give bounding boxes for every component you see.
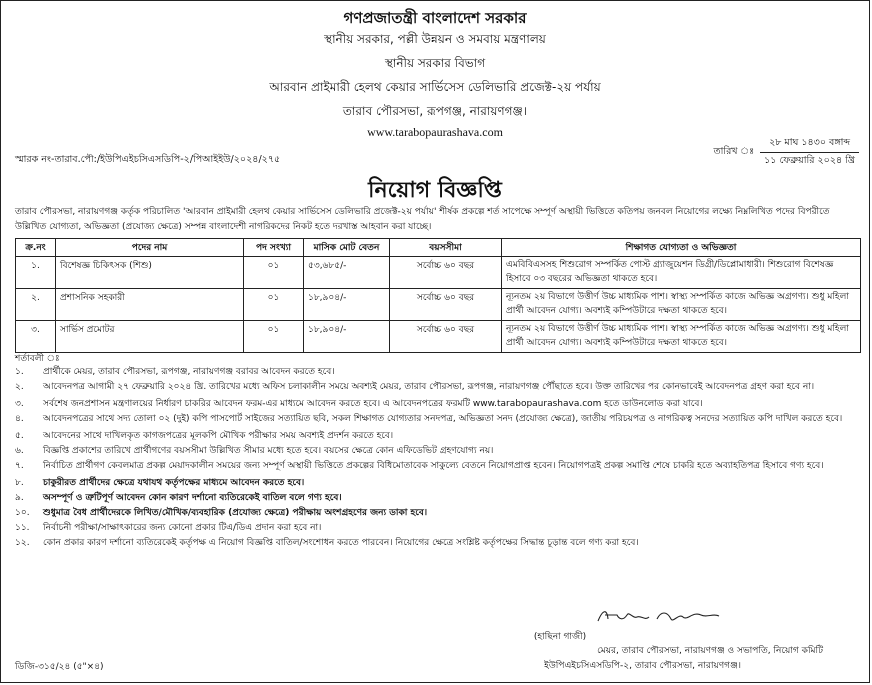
- ministry-name: স্থানীয় সরকার, পল্লী উন্নয়ন ও সমবায় মন্ত্রণালয়: [324, 32, 546, 46]
- col-header-post: পদের নাম: [56, 239, 244, 257]
- list-item: [15, 491, 860, 506]
- col-header-salary: মাসিক মোট বেতন: [304, 239, 390, 257]
- table-row: [16, 289, 861, 321]
- cell-serial: ৩.: [16, 321, 56, 353]
- cell-salary: ১৮,৯০৪/-: [304, 321, 390, 353]
- cell-salary: ১৮,৯০৪/-: [304, 289, 390, 321]
- list-item: [15, 459, 860, 474]
- term-text: নির্বাচিত প্রার্থীগণ কেবলমাত্র প্রকল্প মেয়াদকালীন সময়ের জন্য সম্পূর্ণ অস্থায়ী ভিত্তিতে প্রকল্পের বিধিমোতাবেক সাকুল্যে বেতনে নিয়োগপ্রাপ্ত হবেন। নিয়োগপত্রই প্রকল্প সমাপ্তি শেষে চাকরি হতে অব্যাহতিপত্র হিসাবে গণ্য হবে।: [43, 461, 824, 471]
- term-number: ৩.: [15, 399, 24, 409]
- term-number: ৪.: [15, 414, 24, 424]
- cell-salary: ৫৩,৬৮৫/-: [304, 257, 390, 289]
- cell-qualification: ন্যূনতম ২য় বিভাগে উত্তীর্ণ উচ্চ মাধ্যমিক পাশ। স্বাস্থ্য সম্পর্কিত কাজে অভিজ্ঞ অগ্রগণ্য। শুধু মহিলা প্রার্থী আবেদন যোগ্য। অবশ্যই কম্পিউটারে দক্ষতা থাকতে হবে।: [502, 289, 861, 321]
- term-text: বিজ্ঞপ্তি প্রকাশের তারিখে প্রার্থীগণের বয়সসীমা উল্লিখিত সীমার মধ্যে হতে হবে। বয়সের ক্ষেত্রে কোন এফিডেভিট গ্রহণযোগ্য নয়।: [43, 446, 494, 456]
- notice-title: নিয়োগ বিজ্ঞপ্তি: [368, 178, 502, 203]
- positions-table: [15, 238, 861, 353]
- signatory-designation: মেয়র, তারাব পৌরসভা, নারায়ণগঞ্জ ও সভাপতি, নিয়োগ কমিটি: [597, 646, 823, 656]
- term-text: আবেদনপত্রের সাথে সদ্য তোলা ০২ (দুই) কপি পাসপোর্ট সাইজের সত্যায়িত ছবি, সকল শিক্ষাগত যোগ্যতার সনদপত্র, অভিজ্ঞতা সনদ (প্রযোজ্য ক্ষেত্রে), জাতীয় পরিচয়পত্র ও নাগরিকত্ব সনদের সত্যায়িত কপি দাখিল করতে হবে।: [43, 414, 843, 424]
- list-item: [15, 476, 860, 491]
- cell-count: ০১: [244, 321, 304, 353]
- term-text: শুধুমাত্র বৈধ প্রার্থীদেরকে লিখিত/মৌখিক/ব্যবহারিক (প্রযোজ্য ক্ষেত্রে) পরীক্ষায় অংশগ্রহণের জন্য ডাকা হবে।: [43, 508, 428, 518]
- col-header-serial: ক্র.নং: [16, 239, 56, 257]
- term-number: ১২.: [15, 538, 30, 548]
- cell-age: সর্বোচ্চ ৬০ বছর: [390, 321, 502, 353]
- list-item: [15, 397, 860, 412]
- term-number: ১.: [15, 367, 24, 377]
- date-english: ১১ ফেব্রুয়ারি ২০২৪ খ্রি: [764, 155, 855, 166]
- project-name: আরবান প্রাইমারী হেলথ কেয়ার সার্ভিসেস ডেলিভারি প্রজেক্ট-২য় পর্যায়: [269, 80, 601, 94]
- cell-count: ০১: [244, 289, 304, 321]
- website-link[interactable]: www.tarabopaurashava.com: [367, 125, 503, 139]
- signatory-name: (হাছিনা গাজী): [533, 632, 587, 642]
- list-item: [15, 521, 860, 536]
- cell-post: প্রশাসনিক সহকারী: [56, 289, 244, 321]
- term-text: অসম্পূর্ণ ও ত্রুটিপূর্ণ আবেদন কোন কারণ দর্শানো ব্যতিরেকেই বাতিল বলে গণ্য হবে।: [43, 493, 342, 503]
- col-header-age: বয়সসীমা: [390, 239, 502, 257]
- term-number: ৭.: [15, 461, 24, 471]
- list-item: [15, 412, 860, 427]
- col-header-count: পদ সংখ্যা: [244, 239, 304, 257]
- term-text: চাকুরীরত প্রার্থীদের ক্ষেত্রে যথাযথ কর্তৃপক্ষের মাধ্যমে আবেদন করতে হবে।: [43, 478, 305, 488]
- terms-heading: শর্তাবলী ঃ: [15, 354, 60, 364]
- cell-post: বিশেষজ্ঞ চিকিৎসক (শিশু): [56, 257, 244, 289]
- memo-number: স্মারক নং-তারাব.পৌ:/ইউপিএইচসিএসডিপি-২/পিআইইউ/২০২৪/২৭৫: [15, 154, 281, 165]
- table-row: [16, 321, 861, 353]
- term-number: ৬.: [15, 446, 24, 456]
- terms-list: [15, 365, 860, 551]
- term-number: ১০.: [15, 508, 30, 518]
- govt-title: গণপ্রজাতন্ত্রী বাংলাদেশ সরকার: [343, 9, 527, 27]
- term-text: আবেদনের সাথে দাখিলকৃত কাগজপত্রের মূলকপি মৌখিক পরীক্ষার সময় অবশ্যই প্রদর্শন করতে হবে।: [43, 431, 394, 441]
- term-text: সর্বশেষ জনপ্রশাসন মন্ত্রণালয়ের নির্ধারণ চাকরির আবেদন ফরম-এর মাধ্যমে আবেদন করতে হবে। এ আবেদনপত্রের ফরমটি www.tarabopaurashava.com হতে ডাউনলোড করা যাবে।: [43, 399, 703, 409]
- table-row: [16, 257, 861, 289]
- date-block: [713, 135, 859, 170]
- term-text: নির্বাচনী পরীক্ষা/সাক্ষাৎকারের জন্য কোনো প্রকার টিএ/ডিএ প্রদান করা হবে না।: [43, 523, 322, 533]
- intro-paragraph: তারাব পৌরসভা, নারায়ণগঞ্জ কর্তৃক পরিচালিত 'আরবান প্রাইমারী হেলথ কেয়ার সার্ভিসেস ডেলিভারি প্রজেক্ট-২য় পর্যায়' শীর্ষক প্রকল্পে শর্ত সাপেক্ষে সম্পূর্ণ অস্থায়ী ভিত্তিতে কতিপয় জনবল নিয়োগের লক্ষ্যে নিম্নলিখিত পদের বিপরীতে উল্লিখিত যোগ্যতা, অভিজ্ঞতা (প্রযোজ্য ক্ষেত্রে) সম্পন্ন বাংলাদেশী নাগরিকদের নিকট হতে দরখাস্ত আহবান করা যাচ্ছে।: [15, 207, 830, 232]
- date-bangla: ২৮ মাঘ ১৪৩০ বঙ্গাব্দ: [760, 135, 859, 153]
- signature-image: [593, 605, 743, 627]
- term-number: ৮.: [15, 478, 24, 488]
- signatory-office: ইউপিএইচসিএসডিপি-২, তারাব পৌরসভা, নারায়ণগঞ্জ।: [544, 661, 741, 671]
- division-name: স্থানীয় সরকার বিভাগ: [384, 56, 486, 70]
- term-number: ৫.: [15, 431, 24, 441]
- office-address: তারাব পৌরসভা, রূপগঞ্জ, নারায়ণগঞ্জ।: [342, 104, 528, 118]
- list-item: [15, 506, 860, 521]
- date-label: তারিখ ঃ: [713, 146, 755, 157]
- cell-serial: ১.: [16, 257, 56, 289]
- cell-post: সার্ভিস প্রমোটর: [56, 321, 244, 353]
- table-header-row: [16, 239, 861, 257]
- list-item: [15, 380, 860, 395]
- cell-count: ০১: [244, 257, 304, 289]
- term-number: ১১.: [15, 523, 30, 533]
- term-text: প্রার্থীকে মেয়র, তারাব পৌরসভা, রূপগঞ্জ, নারায়ণগঞ্জ বরাবর আবেদন করতে হবে।: [43, 367, 335, 377]
- term-text: আবেদনপত্র আগামী ২৭ ফেব্রুয়ারি ২০২৪ খ্রি. তারিখের মধ্যে অফিস চলাকালীন সময়ে অবশ্যই মেয়র, তারাব পৌরসভা, রূপগঞ্জ, নারায়ণগঞ্জ পৌঁছাতে হবে। উক্ত তারিখের পর কোনভাবেই আবেদনপত্র গ্রহণ করা হবে না।: [43, 382, 815, 392]
- dg-code: ডিজি-৩১৫/২৪ (৫"×৪): [15, 662, 104, 672]
- col-header-qualification: শিক্ষাগত যোগ্যতা ও অভিজ্ঞতা: [502, 239, 861, 257]
- term-number: ২.: [15, 382, 24, 392]
- term-number: ৯.: [15, 493, 24, 503]
- list-item: [15, 365, 860, 380]
- cell-serial: ২.: [16, 289, 56, 321]
- cell-age: সর্বোচ্চ ৬০ বছর: [390, 257, 502, 289]
- list-item: [15, 444, 860, 459]
- cell-qualification: এমবিবিএসসহ শিশুরোগ সম্পর্কিত পোস্ট গ্র্যাজুয়েশন ডিগ্রী/ডিপ্লোমাধারী। শিশুরোগ বিশেষজ্ঞ হিসাবে ০৩ বছরের অভিজ্ঞতা থাকতে হবে।: [502, 257, 861, 289]
- cell-qualification: ন্যূনতম ২য় বিভাগে উত্তীর্ণ উচ্চ মাধ্যমিক পাশ। স্বাস্থ্য সম্পর্কিত কাজে অভিজ্ঞ অগ্রগণ্য। শুধু মহিলা প্রার্থী আবেদন যোগ্য। অবশ্যই কম্পিউটারে দক্ষতা থাকতে হবে।: [502, 321, 861, 353]
- term-text: কোন প্রকার কারণ দর্শানো ব্যতিরেকেই কর্তৃপক্ষ এ নিয়োগ বিজ্ঞপ্তি বাতিল/সংশোধন করতে পারবেন। নিয়োগের ক্ষেত্রে সংশ্লিষ্ট কর্তৃপক্ষের সিদ্ধান্ত চূড়ান্ত বলে গণ্য করা হবে।: [43, 538, 639, 548]
- cell-age: সর্বোচ্চ ৬০ বছর: [390, 289, 502, 321]
- list-item: [15, 536, 860, 551]
- list-item: [15, 429, 860, 444]
